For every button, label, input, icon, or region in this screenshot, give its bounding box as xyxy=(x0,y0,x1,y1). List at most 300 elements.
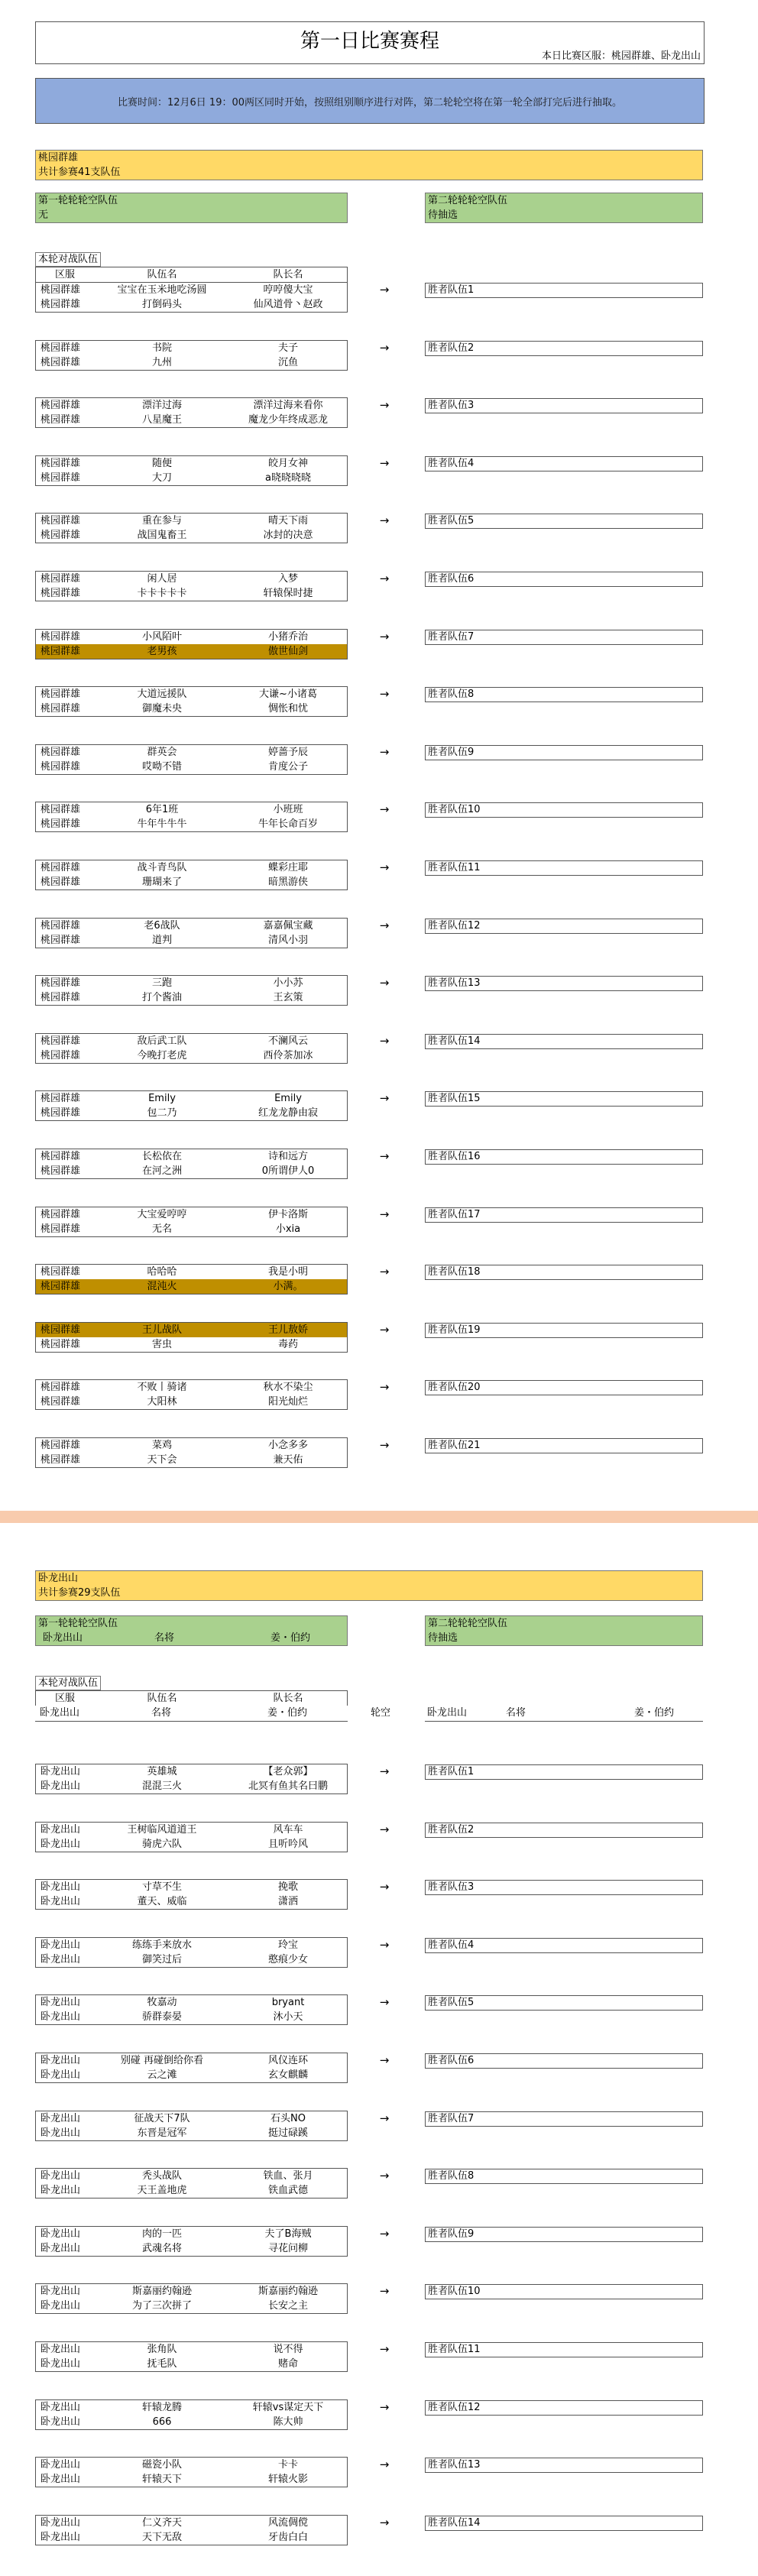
advance-arrow: → xyxy=(379,514,390,527)
server-cell: 桃园群雄 xyxy=(40,414,81,426)
match-row xyxy=(36,1222,347,1236)
winner-slot: 胜者队伍13 xyxy=(425,2458,703,2473)
column-header-row xyxy=(35,1690,348,1706)
match-row xyxy=(36,760,347,774)
team-name-cell: 王树临风道道王 xyxy=(127,1824,197,1836)
match-row xyxy=(36,297,347,312)
captain-name-cell: 且听吟风 xyxy=(267,1839,308,1850)
captain-name-cell: 不澜风云 xyxy=(267,1035,308,1047)
winner-slot: 胜者队伍11 xyxy=(425,2342,703,2357)
team-name-cell: 武魂名将 xyxy=(141,2243,182,2254)
match-box xyxy=(35,975,348,1006)
team-name-cell: 哎呦不错 xyxy=(141,761,182,773)
match-row xyxy=(36,1279,347,1294)
captain-name-cell: 阳光灿烂 xyxy=(267,1396,308,1408)
advance-arrow: → xyxy=(379,2111,390,2125)
match-box xyxy=(35,860,348,890)
match-row xyxy=(36,1380,347,1395)
captain-name-cell: 皎月女神 xyxy=(267,458,308,469)
winner-slot: 胜者队伍7 xyxy=(425,630,703,645)
winner-slot: 胜者队伍19 xyxy=(425,1323,703,1338)
winner-slot: 胜者队伍4 xyxy=(425,1938,703,1953)
match-box xyxy=(35,2283,348,2314)
advance-arrow: → xyxy=(379,745,390,759)
captain-name-cell: 牙齿白白 xyxy=(267,2532,308,2543)
captain-name-cell: 小小苏 xyxy=(273,977,303,989)
match-box xyxy=(35,513,348,543)
captain-name-cell: 毒药 xyxy=(277,1339,298,1350)
winner-slot: 胜者队伍10 xyxy=(425,2284,703,2299)
match-row xyxy=(36,2458,347,2472)
server-cell: 卧龙出山 xyxy=(40,2517,81,2529)
advance-arrow: → xyxy=(379,1764,390,1778)
captain-name-cell: 入梦 xyxy=(277,573,298,585)
server-cell: 卧龙出山 xyxy=(40,2358,81,2370)
bye-status: 轮空 xyxy=(371,1707,391,1719)
server-cell: 桃园群雄 xyxy=(40,1324,81,1336)
server-cell: 桃园群雄 xyxy=(40,1035,81,1047)
winner-slot: 胜者队伍10 xyxy=(425,802,703,818)
server-cell: 桃园群雄 xyxy=(40,515,81,527)
team-name-cell: 敌后武工队 xyxy=(137,1035,187,1047)
match-row xyxy=(36,2053,347,2068)
captain-name-cell: 小满。 xyxy=(273,1281,303,1292)
match-row xyxy=(36,802,347,817)
match-row xyxy=(36,1164,347,1178)
team-name-cell: 大阳林 xyxy=(147,1396,177,1408)
team-name-cell: 磁瓷小队 xyxy=(141,2459,182,2471)
captain-name-cell: 王玄策 xyxy=(273,992,303,1003)
winner-slot: 胜者队伍8 xyxy=(425,2169,703,2184)
advance-arrow: → xyxy=(379,630,390,643)
captain-name-cell: 姜・伯约 xyxy=(270,1632,310,1644)
match-box xyxy=(35,1764,348,1794)
team-name-cell: 6年1班 xyxy=(145,804,179,815)
page-subtitle: 本日比赛区服：桃园群雄、卧龙出山 xyxy=(541,50,701,62)
second-round-bye-box xyxy=(425,1615,703,1646)
captain-name-cell: 伊卡洛斯 xyxy=(267,1209,308,1220)
captain-name-cell: 冰封的决意 xyxy=(263,530,313,541)
match-row xyxy=(36,1395,347,1409)
first-round-bye-value: 无 xyxy=(38,209,49,221)
advance-arrow: → xyxy=(379,2458,390,2471)
advance-arrow: → xyxy=(379,1380,390,1394)
captain-name-cell: 夫了B海贼 xyxy=(264,2228,312,2240)
match-row xyxy=(36,398,347,413)
team-name-cell: 天下无敌 xyxy=(141,2532,182,2543)
match-row xyxy=(36,471,347,485)
team-name-cell: 道判 xyxy=(151,935,172,946)
server-cell: 桃园群雄 xyxy=(40,862,81,873)
captain-name-cell: 斯嘉丽约翰逊 xyxy=(258,2286,318,2297)
advance-captain: 姜・伯约 xyxy=(634,1707,675,1719)
second-round-bye-value: 待抽选 xyxy=(428,209,458,221)
match-row xyxy=(36,2010,347,2024)
captain-name-cell: 魔龙少年终成恶龙 xyxy=(248,414,328,426)
match-row xyxy=(36,976,347,990)
captain-name-cell: 寻花问柳 xyxy=(267,2243,308,2254)
team-name-cell: 为了三次拼了 xyxy=(131,2300,192,2312)
server-cell: 桃园群雄 xyxy=(40,804,81,815)
team-name-cell: 仁义齐天 xyxy=(141,2517,182,2529)
bye-advance-row xyxy=(425,1706,703,1722)
server-cell: 卧龙出山 xyxy=(40,1896,81,1907)
round-label: 本轮对战队伍 xyxy=(35,1676,101,1690)
team-name-cell: 御魔未央 xyxy=(141,703,182,714)
match-row xyxy=(36,2357,347,2371)
team-name-cell: 战斗青鸟队 xyxy=(137,862,187,873)
match-box xyxy=(35,686,348,717)
advance-arrow: → xyxy=(379,572,390,585)
match-row xyxy=(36,875,347,889)
notice-banner xyxy=(35,78,705,124)
captain-name-cell: 晴天下雨 xyxy=(267,515,308,527)
match-row xyxy=(36,1438,347,1453)
match-box xyxy=(35,2341,348,2372)
second-round-bye-label: 第二轮轮轮空队伍 xyxy=(428,195,508,206)
server-cell: 卧龙出山 xyxy=(40,2011,81,2023)
match-row xyxy=(36,2415,347,2429)
server-cell: 卧龙出山 xyxy=(40,2243,81,2254)
captain-name-cell: a晓晓晓晓 xyxy=(265,472,311,484)
advance-arrow: → xyxy=(379,1091,390,1105)
server-cell: 桃园群雄 xyxy=(40,747,81,758)
match-row xyxy=(36,1837,347,1852)
match-row xyxy=(36,817,347,831)
captain-name-cell: 小班班 xyxy=(273,804,303,815)
team-name-cell: 小风陌叶 xyxy=(141,631,182,643)
round-label: 本轮对战队伍 xyxy=(35,252,101,267)
advance-arrow: → xyxy=(379,1823,390,1836)
advance-server: 卧龙出山 xyxy=(427,1707,468,1719)
server-cell: 桃园群雄 xyxy=(40,458,81,469)
first-round-bye-box xyxy=(35,1615,348,1646)
match-row xyxy=(36,586,347,601)
team-name-cell: 牧嘉动 xyxy=(147,1997,177,2008)
team-name-cell: 轩辕龙腾 xyxy=(141,2402,182,2413)
captain-name-cell: 嘉嘉佩宝藏 xyxy=(263,920,313,932)
advance-arrow: → xyxy=(379,860,390,874)
captain-name-cell: 沐小天 xyxy=(273,2011,303,2023)
team-name-cell: 董天、威临 xyxy=(137,1896,187,1907)
captain-name-cell: 蝶彩庄耶 xyxy=(267,862,308,873)
match-row xyxy=(36,1995,347,2010)
match-row xyxy=(36,2342,347,2357)
server-cell: 卧龙出山 xyxy=(40,1707,80,1719)
server-cell: 桃园群雄 xyxy=(40,761,81,773)
advance-arrow: → xyxy=(379,687,390,701)
advance-arrow: → xyxy=(379,802,390,816)
captain-name-cell: 小猪乔治 xyxy=(267,631,308,643)
server-cell: 桃园群雄 xyxy=(40,703,81,714)
captain-name-cell: 铁血武德 xyxy=(267,2185,308,2196)
match-row xyxy=(36,1207,347,1222)
team-name-cell: 骄群泰晏 xyxy=(141,2011,182,2023)
match-row xyxy=(36,1149,347,1164)
region-count: 共计参赛29支队伍 xyxy=(38,1587,121,1599)
match-box xyxy=(35,1994,348,2025)
match-row xyxy=(36,2400,347,2415)
server-cell: 桃园群雄 xyxy=(40,1266,81,1278)
region-name: 卧龙出山 xyxy=(38,1573,79,1584)
server-cell: 桃园群雄 xyxy=(40,1165,81,1177)
captain-name-cell: 我是小明 xyxy=(267,1266,308,1278)
server-cell: 卧龙出山 xyxy=(40,2228,81,2240)
match-row xyxy=(36,1453,347,1467)
match-row xyxy=(36,1265,347,1279)
team-name-cell: 天下会 xyxy=(147,1454,177,1466)
match-row xyxy=(36,514,347,528)
team-name-cell: 御笑过后 xyxy=(141,1954,182,1965)
team-name-cell: 666 xyxy=(152,2416,172,2428)
captain-name-cell: 惆怅和忧 xyxy=(267,703,308,714)
captain-name-cell: 漂洋过海来看你 xyxy=(253,400,323,411)
captain-name-cell: 挺过碌蹊 xyxy=(267,2127,308,2139)
match-row xyxy=(36,1323,347,1337)
captain-name-cell: 婷蔷予辰 xyxy=(267,747,308,758)
server-cell: 桃园群雄 xyxy=(40,472,81,484)
server-cell: 桃园群雄 xyxy=(40,573,81,585)
team-name-cell: 八星魔王 xyxy=(141,414,182,426)
match-row xyxy=(36,283,347,297)
server-cell: 卧龙出山 xyxy=(40,1939,81,1951)
match-row xyxy=(36,1048,347,1063)
server-cell: 桃园群雄 xyxy=(40,1382,81,1393)
advance-arrow: → xyxy=(379,341,390,355)
column-header-server: 区服 xyxy=(54,269,75,280)
winner-slot: 胜者队伍14 xyxy=(425,2516,703,2531)
server-cell: 卧龙出山 xyxy=(40,2127,81,2139)
match-box xyxy=(35,2226,348,2257)
column-header-team: 队伍名 xyxy=(147,269,177,280)
captain-name-cell: 铁血、张月 xyxy=(263,2170,313,2182)
captain-name-cell: 【老众郭】 xyxy=(263,1766,313,1777)
server-cell: 卧龙出山 xyxy=(40,2402,81,2413)
winner-slot: 胜者队伍9 xyxy=(425,2227,703,2242)
advance-arrow: → xyxy=(379,2053,390,2067)
server-cell: 桃园群雄 xyxy=(40,920,81,932)
match-box xyxy=(35,2053,348,2083)
match-box xyxy=(35,1379,348,1410)
server-cell: 桃园群雄 xyxy=(40,1396,81,1408)
team-name-cell: 珊瑚来了 xyxy=(141,876,182,888)
first-round-bye-box xyxy=(35,193,348,223)
server-cell: 桃园群雄 xyxy=(40,530,81,541)
match-box xyxy=(35,1879,348,1910)
team-name-cell: 群英会 xyxy=(147,747,177,758)
server-cell: 桃园群雄 xyxy=(40,1151,81,1162)
captain-name-cell: 牛年长命百岁 xyxy=(258,818,318,830)
team-name-cell: 别碰 再碰倒给你看 xyxy=(120,2055,204,2066)
advance-arrow: → xyxy=(379,1207,390,1221)
advance-arrow: → xyxy=(379,2284,390,2298)
match-row xyxy=(36,702,347,716)
server-cell: 桃园群雄 xyxy=(40,284,81,296)
advance-arrow: → xyxy=(379,2516,390,2529)
winner-slot: 胜者队伍6 xyxy=(425,2053,703,2069)
winner-slot: 胜者队伍1 xyxy=(425,1764,703,1780)
section-divider xyxy=(0,1511,758,1523)
match-row xyxy=(36,1823,347,1837)
match-row xyxy=(36,1880,347,1894)
team-name-cell: 宝宝在玉米地吃汤圆 xyxy=(117,284,207,296)
team-name-cell: 英雄城 xyxy=(147,1766,177,1777)
captain-name-cell: 西伶茶加冰 xyxy=(263,1050,313,1061)
team-name-cell: 战国鬼畜王 xyxy=(137,530,187,541)
second-round-bye-box xyxy=(425,193,703,223)
advance-arrow: → xyxy=(379,398,390,412)
match-box xyxy=(35,744,348,775)
team-name-cell: 在河之洲 xyxy=(141,1165,182,1177)
second-round-bye-label: 第二轮轮轮空队伍 xyxy=(428,1618,508,1629)
captain-name-cell: 夫子 xyxy=(277,342,298,354)
match-box xyxy=(35,802,348,832)
server-cell: 卧龙出山 xyxy=(40,2459,81,2471)
captain-name-cell: 轩辕保时捷 xyxy=(263,588,313,599)
captain-name-cell: 王儿敖娇 xyxy=(267,1324,308,1336)
match-row xyxy=(36,2516,347,2530)
team-name-cell: 牛年牛牛牛 xyxy=(137,818,187,830)
team-name-cell: 混沌火 xyxy=(147,1281,177,1292)
region-count: 共计参赛41支队伍 xyxy=(38,167,121,178)
server-cell: 桃园群雄 xyxy=(40,631,81,643)
winner-slot: 胜者队伍16 xyxy=(425,1149,703,1165)
team-name-cell: 云之滩 xyxy=(147,2069,177,2081)
server-cell: 卧龙出山 xyxy=(40,1881,81,1893)
match-box xyxy=(35,1822,348,1852)
match-row xyxy=(36,413,347,427)
captain-name-cell: 兼天佑 xyxy=(273,1454,303,1466)
advance-arrow: → xyxy=(379,1438,390,1452)
captain-name-cell: 肯度公子 xyxy=(267,761,308,773)
server-cell: 卧龙出山 xyxy=(40,2069,81,2081)
team-name-cell: 征战天下7队 xyxy=(134,2113,190,2124)
second-round-bye-value: 待抽选 xyxy=(428,1632,458,1644)
winner-slot: 胜者队伍9 xyxy=(425,745,703,760)
winner-slot: 胜者队伍21 xyxy=(425,1438,703,1453)
team-name-cell: 哈哈哈 xyxy=(147,1266,177,1278)
team-name-cell: 大道远援队 xyxy=(137,689,187,700)
team-name-cell: 天王盖地虎 xyxy=(137,2185,187,2196)
team-name-cell: 随便 xyxy=(151,458,172,469)
server-cell: 桃园群雄 xyxy=(40,689,81,700)
captain-name-cell: 红龙龙静由寂 xyxy=(258,1107,318,1119)
region-name: 桃园群雄 xyxy=(38,152,79,164)
server-cell: 桃园群雄 xyxy=(40,299,81,310)
server-cell: 卧龙出山 xyxy=(40,2300,81,2312)
team-name-cell: 打倒码头 xyxy=(141,299,182,310)
team-name-cell: 大刀 xyxy=(151,472,172,484)
server-cell: 卧龙出山 xyxy=(40,2416,81,2428)
match-row xyxy=(36,1764,347,1779)
match-row xyxy=(36,456,347,471)
advance-arrow: → xyxy=(379,1938,390,1952)
advance-arrow: → xyxy=(379,2400,390,2414)
team-name-cell: 老6战队 xyxy=(144,920,180,932)
match-box xyxy=(35,2515,348,2545)
captain-name-cell: 沉鱼 xyxy=(277,357,298,368)
team-name-cell: 漂洋过海 xyxy=(141,400,182,411)
server-cell: 卧龙出山 xyxy=(40,2113,81,2124)
server-cell: 桃园群雄 xyxy=(40,1107,81,1119)
captain-name-cell: 大谦~小诸葛 xyxy=(259,689,317,700)
match-row xyxy=(36,1091,347,1106)
winner-slot: 胜者队伍3 xyxy=(425,1880,703,1895)
winner-slot: 胜者队伍5 xyxy=(425,514,703,529)
captain-name-cell: 0所谓伊人0 xyxy=(261,1165,315,1177)
server-cell: 桃园群雄 xyxy=(40,1440,81,1451)
captain-name-cell: 潇洒 xyxy=(277,1896,298,1907)
match-row xyxy=(36,860,347,875)
column-header-row xyxy=(35,267,348,282)
match-row xyxy=(36,2241,347,2256)
match-row xyxy=(36,355,347,370)
captain-name-cell: 风仪连环 xyxy=(267,2055,308,2066)
server-cell: 卧龙出山 xyxy=(40,2344,81,2355)
server-cell: 桃园群雄 xyxy=(40,1050,81,1061)
winner-slot: 胜者队伍18 xyxy=(425,1265,703,1280)
server-cell: 桃园群雄 xyxy=(40,588,81,599)
advance-arrow: → xyxy=(379,919,390,932)
team-name-cell: 秃头战队 xyxy=(141,2170,182,2182)
advance-arrow: → xyxy=(379,1323,390,1337)
server-cell: 桃园群雄 xyxy=(40,1281,81,1292)
winner-slot: 胜者队伍14 xyxy=(425,1034,703,1049)
team-name-cell: 名将 xyxy=(151,1707,171,1719)
advance-arrow: → xyxy=(379,1265,390,1278)
first-round-bye-label: 第一轮轮轮空队伍 xyxy=(38,1618,118,1629)
match-box xyxy=(35,455,348,486)
match-row xyxy=(36,2126,347,2140)
server-cell: 桃园群雄 xyxy=(40,400,81,411)
team-name-cell: 名将 xyxy=(154,1632,174,1644)
server-cell: 桃园群雄 xyxy=(40,977,81,989)
server-cell: 桃园群雄 xyxy=(40,646,81,657)
team-name-cell: 无名 xyxy=(151,1223,172,1235)
winner-slot: 胜者队伍20 xyxy=(425,1380,703,1395)
winner-slot: 胜者队伍5 xyxy=(425,1995,703,2011)
match-box xyxy=(35,2457,348,2487)
winner-slot: 胜者队伍4 xyxy=(425,456,703,471)
captain-name-cell: 小念多多 xyxy=(267,1440,308,1451)
captain-name-cell: 憨痕少女 xyxy=(267,1954,308,1965)
captain-name-cell: 秋水不染尘 xyxy=(263,1382,313,1393)
match-row xyxy=(36,644,347,659)
captain-name-cell: 暗黑游侠 xyxy=(267,876,308,888)
first-round-bye-label: 第一轮轮轮空队伍 xyxy=(38,195,118,206)
column-header-captain: 队长名 xyxy=(273,1693,303,1704)
team-name-cell: 混混三火 xyxy=(141,1781,182,1792)
captain-name-cell: 北冥有鱼其名曰鹏 xyxy=(248,1781,328,1792)
advance-arrow: → xyxy=(379,2342,390,2356)
advance-arrow: → xyxy=(379,976,390,990)
match-row xyxy=(36,572,347,586)
team-name-cell: 九州 xyxy=(151,357,172,368)
match-box xyxy=(35,1149,348,1179)
winner-slot: 胜者队伍8 xyxy=(425,687,703,702)
captain-name-cell: 轩辕vs谋定天下 xyxy=(252,2402,324,2413)
server-cell: 卧龙出山 xyxy=(40,1997,81,2008)
server-cell: 桃园群雄 xyxy=(40,1339,81,1350)
advance-arrow: → xyxy=(379,1880,390,1894)
team-name-cell: 肉的一匹 xyxy=(141,2228,182,2240)
match-box xyxy=(35,571,348,601)
team-name-cell: 菜鸡 xyxy=(151,1440,172,1451)
advance-arrow: → xyxy=(379,1995,390,2009)
captain-name-cell: bryant xyxy=(271,1997,305,2008)
winner-slot: 胜者队伍6 xyxy=(425,572,703,587)
server-cell: 卧龙出山 xyxy=(40,2170,81,2182)
